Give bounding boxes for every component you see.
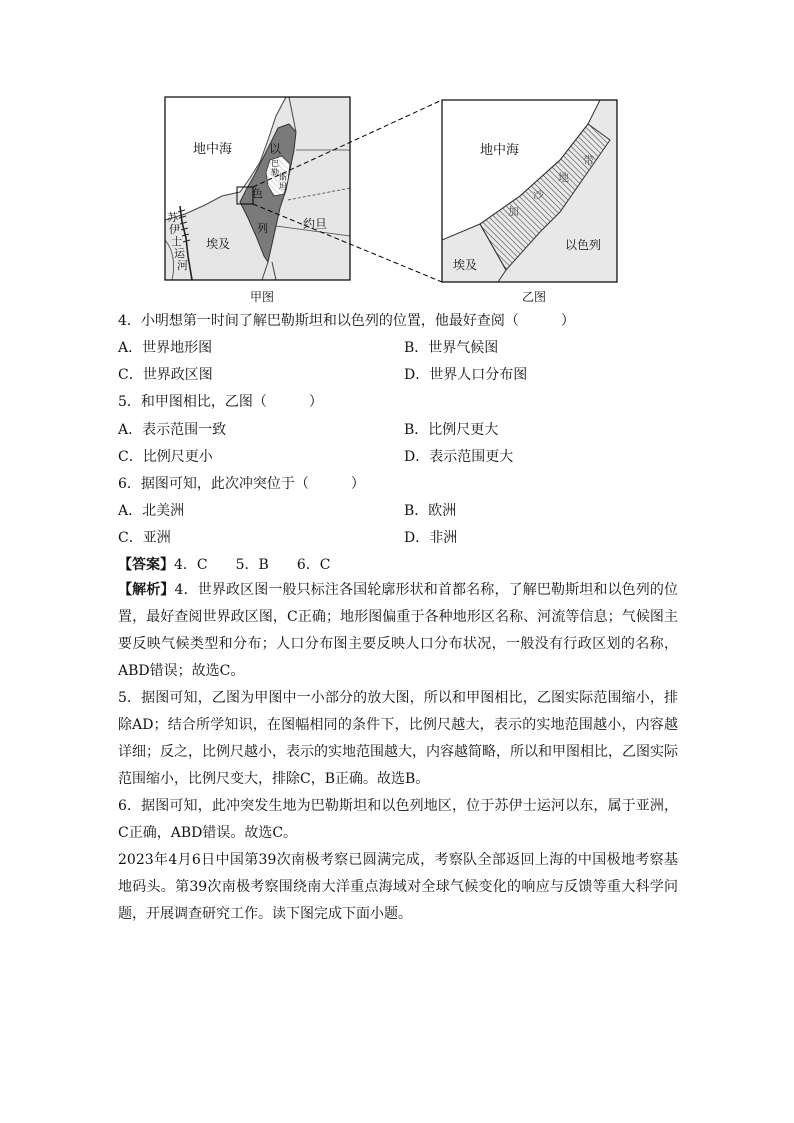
map-a-israel-char-1: 以 bbox=[269, 142, 282, 156]
map-b-gaza-char-4: 带 bbox=[583, 154, 594, 167]
analysis-label: 【解析】 bbox=[118, 582, 175, 598]
question-6-option-a: A．北美洲 bbox=[118, 503, 185, 519]
map-a-palestine-char-2: 勒 bbox=[271, 168, 279, 177]
map-a-palestine-char-4: 坦 bbox=[279, 182, 287, 191]
map-a-canal-char-5: 河 bbox=[177, 259, 188, 272]
question-6-option-b: B．欧洲 bbox=[404, 503, 457, 519]
question-5-option-b: B．比例尺更大 bbox=[404, 422, 499, 438]
map-b-gaza-char-3: 地 bbox=[558, 171, 569, 184]
question-4-stem: 4．小明想第一时间了解巴勒斯坦和以色列的位置，他最好查阅（ ） bbox=[118, 313, 575, 329]
map-b-sea-label: 地中海 bbox=[480, 143, 520, 158]
question-5-option-c: C．比例尺更小 bbox=[118, 449, 213, 465]
answer-text: 4．C 5．B 6．C bbox=[174, 557, 331, 573]
map-b-gaza-char-1: 加 bbox=[508, 205, 519, 218]
map-a-canal-char-2: 伊 bbox=[169, 223, 180, 236]
map-a-sea-label: 地中海 bbox=[193, 142, 233, 157]
question-4-option-d: D．世界人口分布图 bbox=[404, 367, 528, 383]
map-figure bbox=[0, 0, 794, 310]
map-a-egypt-label: 埃及 bbox=[206, 237, 231, 251]
question-5-stem: 5．和甲图相比，乙图（ ） bbox=[118, 394, 323, 410]
map-a-palestine-char-1: 巴 bbox=[271, 159, 279, 168]
question-4-option-c: C．世界政区图 bbox=[118, 367, 213, 383]
analysis-block bbox=[118, 577, 678, 928]
question-6-stem: 6．据图可知，此次冲突位于（ ） bbox=[118, 476, 365, 492]
question-4-option-b: B．世界气候图 bbox=[404, 340, 499, 356]
map-a-canal-char-4: 运 bbox=[174, 247, 185, 260]
analysis-5: 5．据图可知，乙图为甲图中一小部分的放大图，所以和甲图相比，乙图实际范围缩小，排除AD；结合所学知识，在图幅相同的条件下，比例尺越大，表示的实地范围越小，内容越详细；反之，比例尺越小，表示的实地范围越大，内容越简略，所以和甲图相比，乙图实际范围缩小，比例尺变大，排除C，B正确。故选B。 bbox=[118, 690, 678, 787]
map-b-caption: 乙图 bbox=[522, 290, 547, 304]
question-6-option-d: D．非洲 bbox=[404, 530, 458, 546]
question-5-option-a: A．表示范围一致 bbox=[118, 422, 227, 438]
question-6-option-c: C．亚洲 bbox=[118, 530, 171, 546]
next-intro: 2023年4月6日中国第39次南极考察已圆满完成，考察队全部返回上海的中国极地考察基地码头。第39次南极考察围绕南大洋重点海域对全球气候变化的响应与反馈等重大科学问题，开展调查研究工作。读下图完成下面小题。 bbox=[118, 852, 678, 922]
map-b-egypt-label: 埃及 bbox=[453, 258, 478, 272]
analysis-4-text: 4．世界政区图一般只标注各国轮廓形状和首都名称，了解巴勒斯坦和以色列的位置，最好查阅世界政区图，C正确；地形图偏重于各种地形区名称、河流等信息；气候图主要反映气候类型和分布；人口分布图主要反映人口分布状况，一般没有行政区划的名称，ABD错误；故选C。 bbox=[118, 582, 679, 679]
map-figure-svg bbox=[0, 0, 794, 310]
map-a-canal-char-3: 士 bbox=[171, 235, 182, 248]
question-4-option-a: A．世界地形图 bbox=[118, 340, 213, 356]
answer-label: 【答案】 bbox=[118, 557, 174, 573]
map-a-canal-char-1: 苏 bbox=[167, 211, 178, 224]
map-b bbox=[442, 100, 617, 282]
map-b-israel-label: 以色列 bbox=[565, 238, 602, 252]
map-a-israel-char-2: 色 bbox=[252, 187, 263, 200]
map-a-palestine-char-3: 斯 bbox=[279, 173, 287, 182]
map-a-caption: 甲图 bbox=[250, 290, 275, 304]
question-5-option-d: D．表示范围更大 bbox=[404, 449, 514, 465]
analysis-6: 6．据图可知，此冲突发生地为巴勒斯坦和以色列地区，位于苏伊士运河以东，属于亚洲，C正确，ABD错误。故选C。 bbox=[118, 798, 678, 841]
answer-line bbox=[118, 556, 330, 574]
analysis-4 bbox=[118, 577, 678, 685]
map-b-gaza-char-2: 沙 bbox=[533, 188, 544, 201]
map-a-israel-char-3: 列 bbox=[257, 222, 268, 235]
map-a-jordan-label: 约旦 bbox=[303, 217, 328, 231]
